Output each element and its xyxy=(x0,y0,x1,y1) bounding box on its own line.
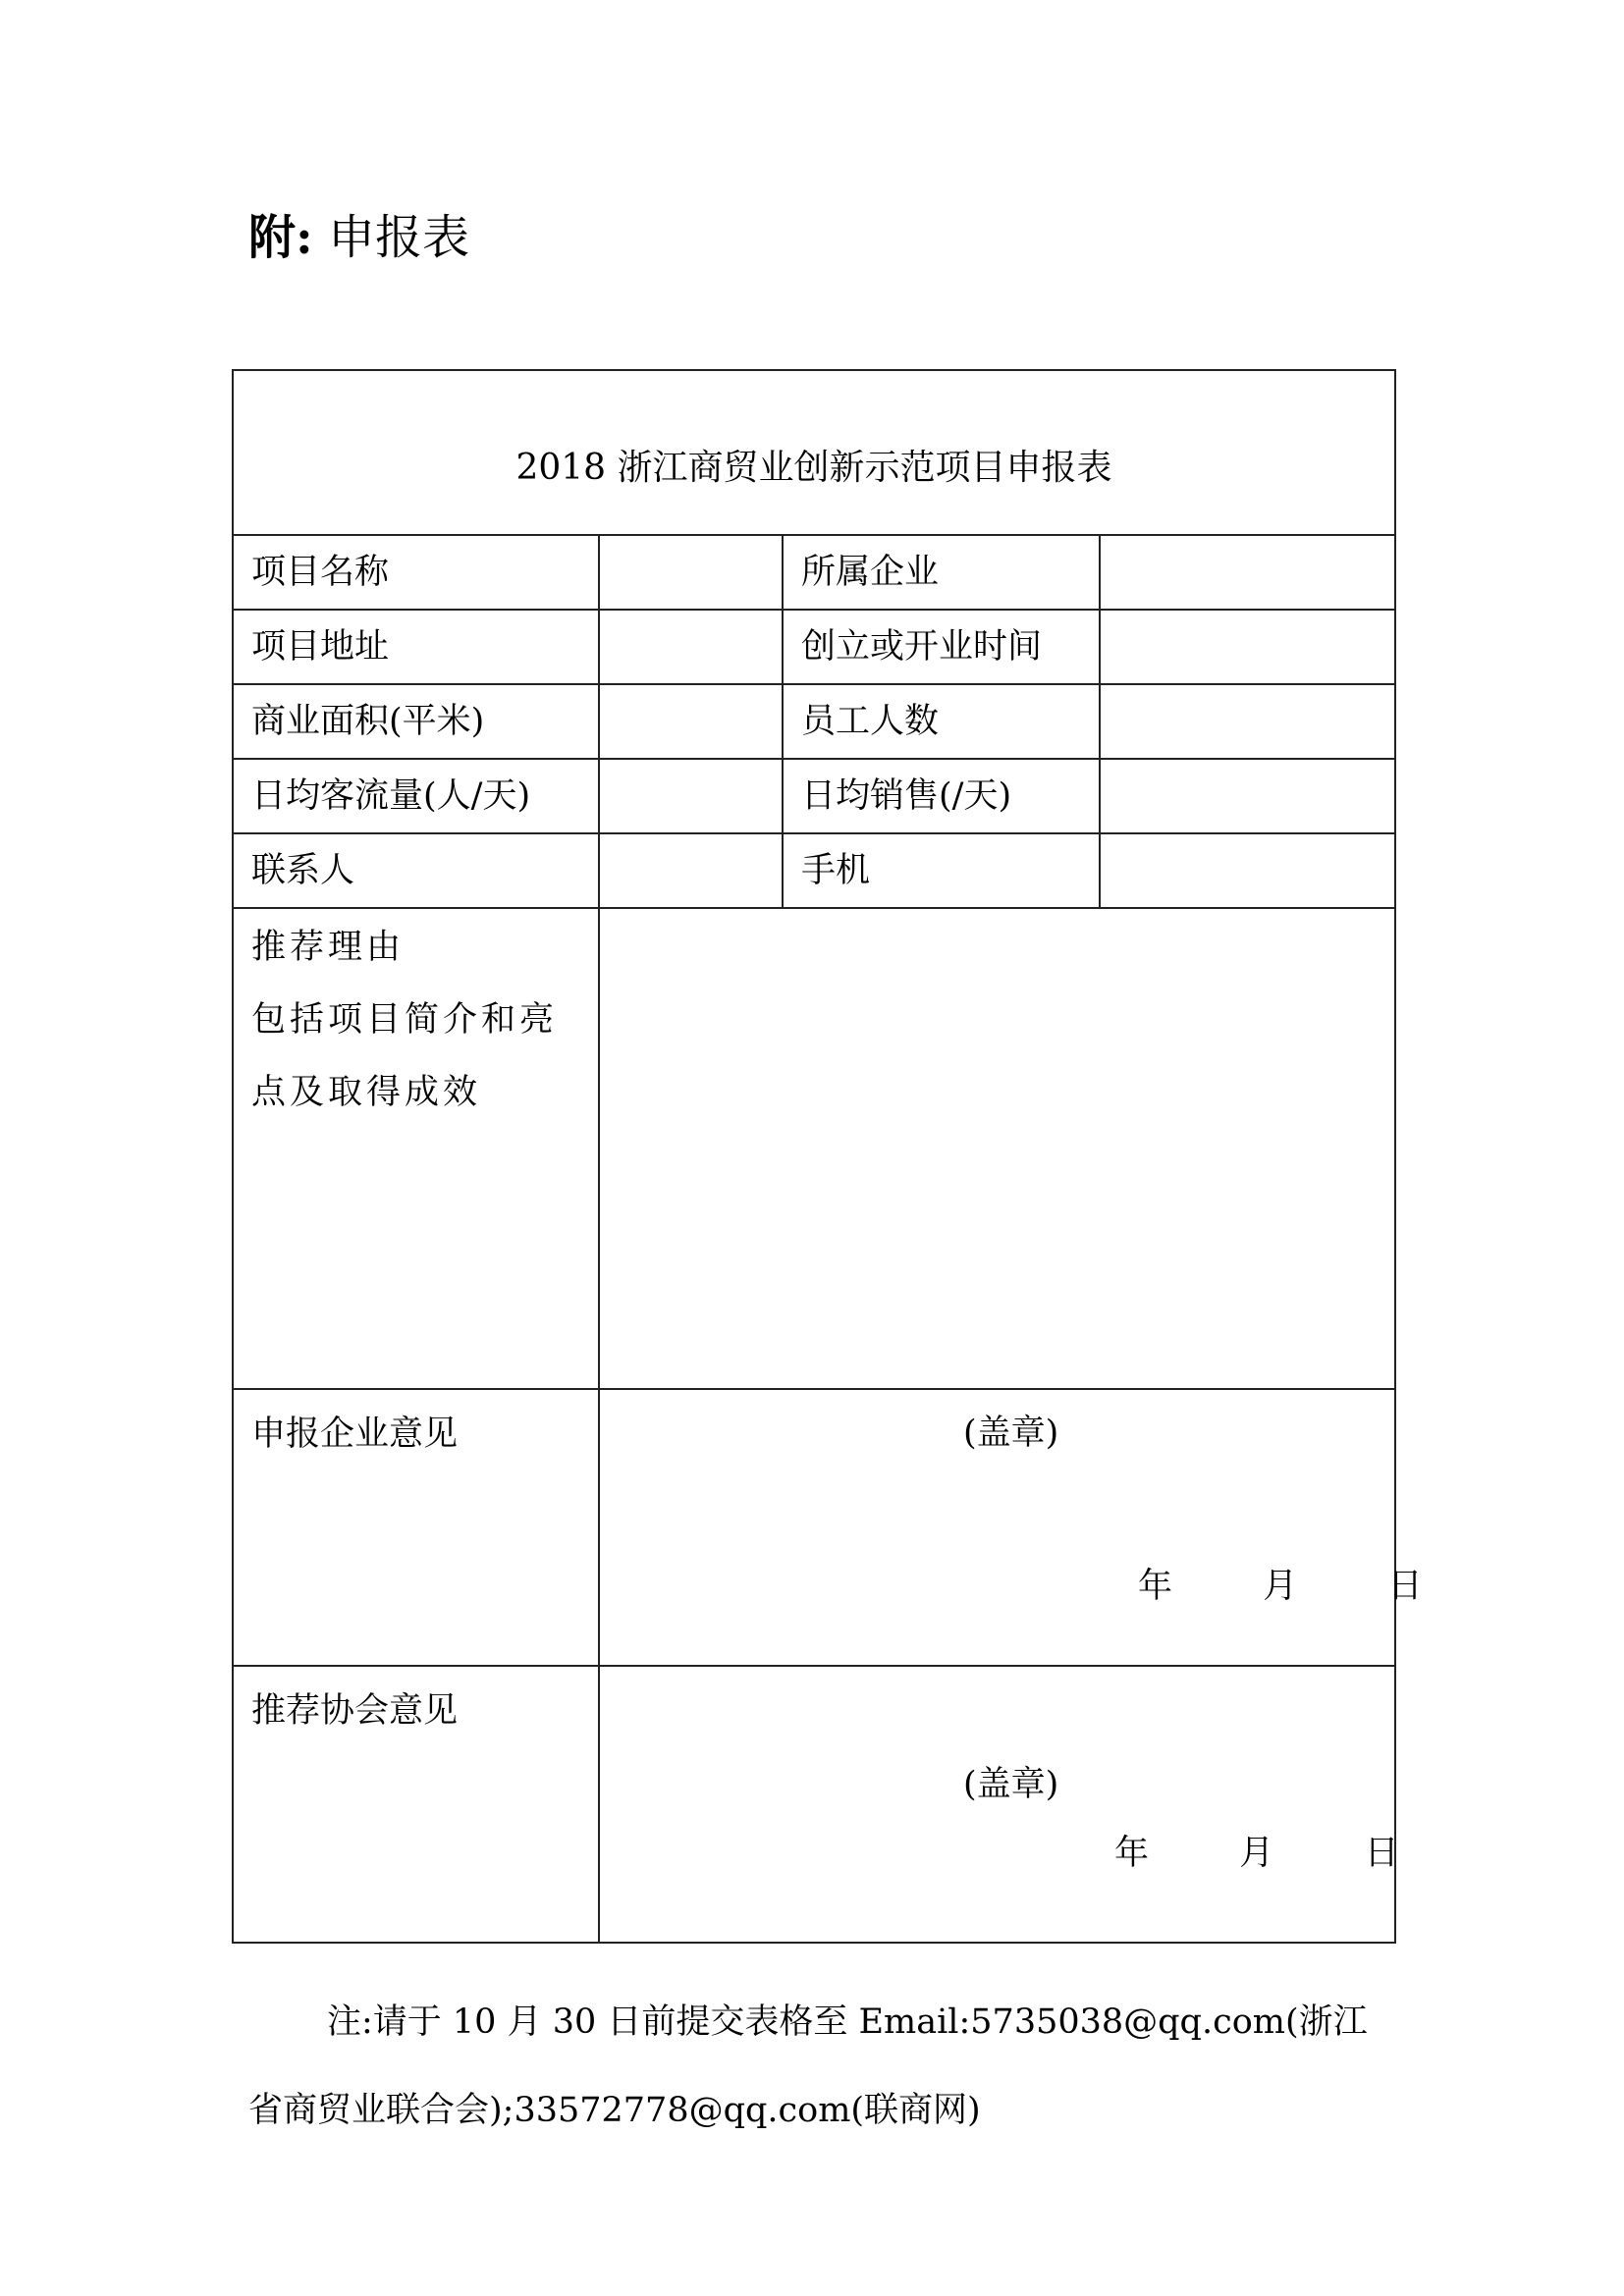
month-label: 月 xyxy=(1263,1567,1298,1606)
association-date xyxy=(1114,1830,1399,1877)
reason-line-3: 点及取得成效 xyxy=(251,1073,482,1112)
enterprise-opinion-row xyxy=(233,1389,1395,1666)
contact-field[interactable] xyxy=(599,833,783,908)
founding-date-field[interactable] xyxy=(1100,610,1395,684)
business-area-label: 商业面积(平米) xyxy=(233,684,599,759)
application-form-table xyxy=(232,369,1423,1944)
association-opinion-field[interactable] xyxy=(599,1666,1399,1943)
submission-note xyxy=(248,1978,1387,2155)
project-name-label: 项目名称 xyxy=(233,535,599,610)
company-label: 所属企业 xyxy=(783,535,1100,610)
year-label: 年 xyxy=(1114,1834,1150,1873)
mobile-label: 手机 xyxy=(783,833,1100,908)
association-opinion-label: 推荐协会意见 xyxy=(233,1666,599,1943)
enterprise-opinion-label: 申报企业意见 xyxy=(233,1389,599,1666)
day-label: 日 xyxy=(1387,1567,1423,1606)
reason-label xyxy=(233,908,599,1389)
project-address-field[interactable] xyxy=(599,610,783,684)
year-label: 年 xyxy=(1138,1567,1173,1606)
founding-date-label: 创立或开业时间 xyxy=(783,610,1100,684)
note-line-1: 注:请于 10 月 30 日前提交表格至 Email:5735038@qq.com(浙江 xyxy=(327,2002,1368,2042)
month-label: 月 xyxy=(1239,1834,1274,1873)
daily-traffic-field[interactable] xyxy=(599,759,783,833)
form-row xyxy=(233,610,1395,684)
daily-sales-field[interactable] xyxy=(1100,759,1395,833)
enterprise-seal-text: (盖章) xyxy=(963,1414,1059,1453)
form-title: 2018 浙江商贸业创新示范项目申报表 xyxy=(233,370,1395,535)
note-line-2: 省商贸业联合会);33572778@qq.com(联商网) xyxy=(248,2091,981,2130)
form-row xyxy=(233,684,1395,759)
association-opinion-row xyxy=(233,1666,1395,1943)
daily-traffic-label: 日均客流量(人/天) xyxy=(233,759,599,833)
attachment-heading xyxy=(248,208,469,267)
heading-title: 申报表 xyxy=(328,210,470,265)
daily-sales-label: 日均销售(/天) xyxy=(783,759,1100,833)
reason-row xyxy=(233,908,1395,1389)
company-field[interactable] xyxy=(1100,535,1395,610)
reason-field[interactable] xyxy=(599,908,1395,1389)
enterprise-date xyxy=(1138,1563,1423,1610)
employee-count-label: 员工人数 xyxy=(783,684,1100,759)
heading-prefix: 附: xyxy=(248,210,313,265)
form-row xyxy=(233,759,1395,833)
form-row xyxy=(233,535,1395,610)
day-label: 日 xyxy=(1364,1834,1399,1873)
mobile-field[interactable] xyxy=(1100,833,1395,908)
business-area-field[interactable] xyxy=(599,684,783,759)
enterprise-opinion-field[interactable] xyxy=(599,1389,1423,1666)
project-address-label: 项目地址 xyxy=(233,610,599,684)
reason-line-2: 包括项目简介和亮 xyxy=(251,1000,559,1040)
employee-count-field[interactable] xyxy=(1100,684,1395,759)
project-name-field[interactable] xyxy=(599,535,783,610)
reason-line-1: 推荐理由 xyxy=(251,928,406,967)
form-row xyxy=(233,833,1395,908)
contact-label: 联系人 xyxy=(233,833,599,908)
association-seal-text: (盖章) xyxy=(963,1765,1059,1804)
